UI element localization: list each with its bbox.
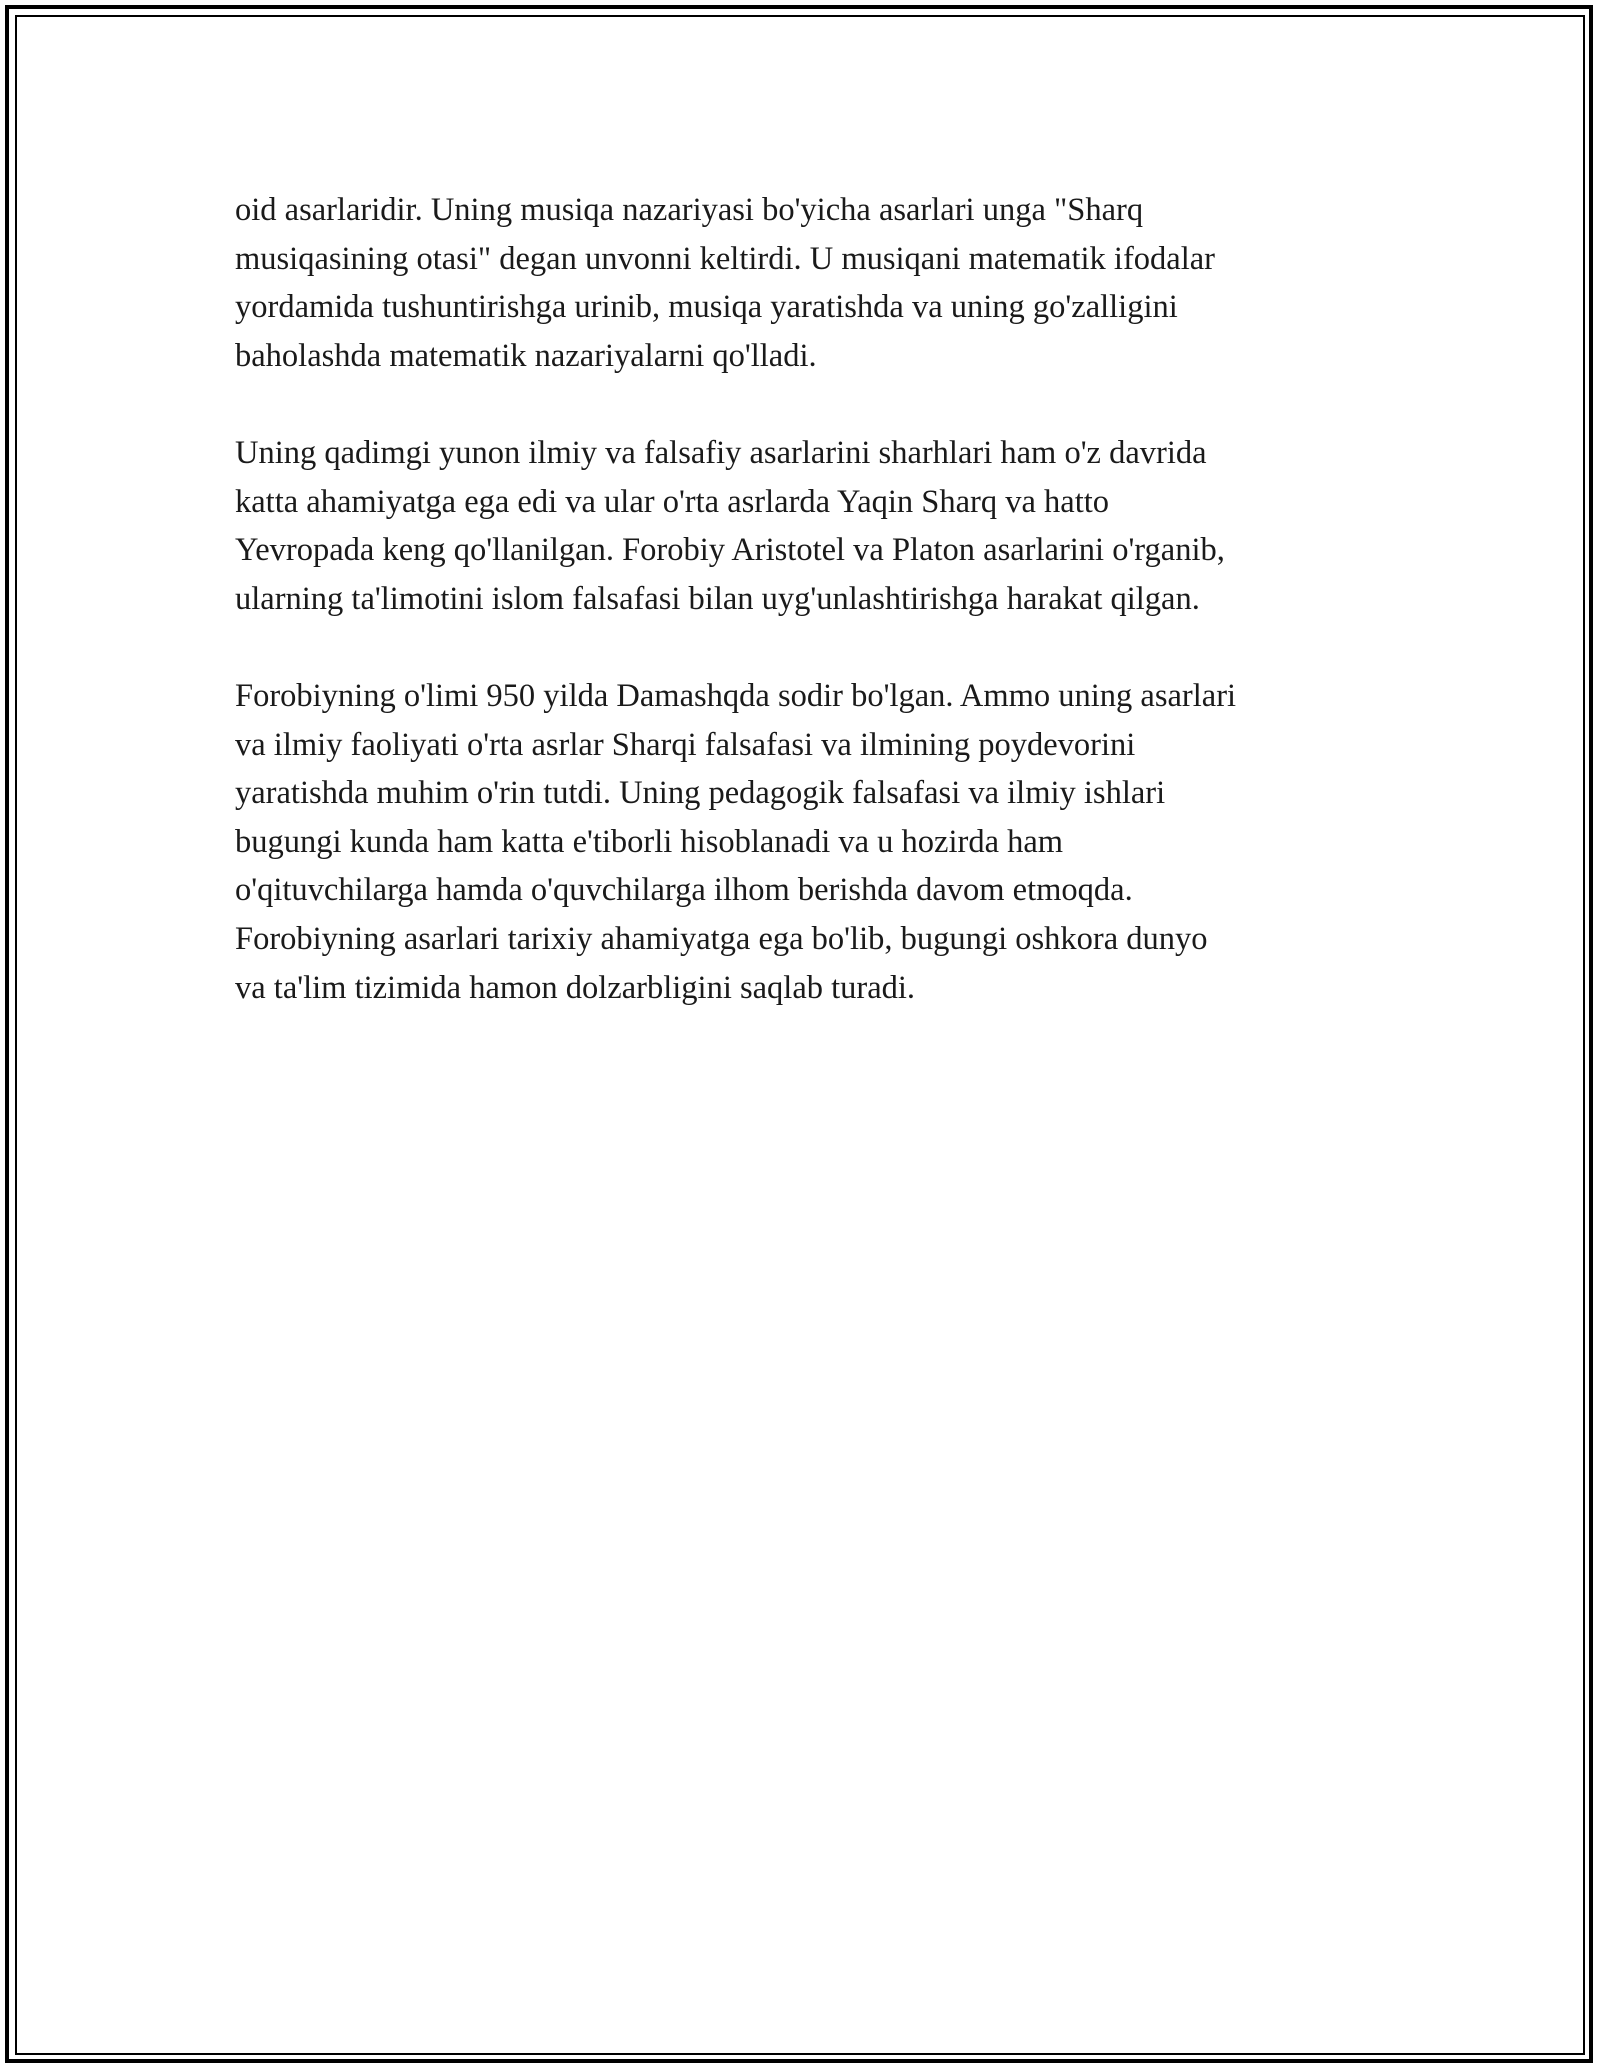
text-line: o'qituvchilarga hamda o'quvchilarga ilhom berishda davom etmoqda. [235, 872, 1133, 909]
text-line: Forobiyning o'limi 950 yilda Damashqda sodir bo'lgan. Ammo uning asarlari [235, 677, 1237, 714]
paragraph-1 [235, 186, 1395, 380]
text-line: Forobiyning asarlari tarixiy ahamiyatga ega bo'lib, bugungi oshkora dunyo [235, 920, 1208, 957]
paragraph-3 [235, 672, 1395, 1012]
text-line: musiqasining otasi" degan unvonni keltirdi. U musiqani matematik ifodalar [235, 240, 1215, 277]
text-line: Uning qadimgi yunon ilmiy va falsafiy asarlarini sharhlari ham o'z davrida [235, 434, 1207, 471]
text-line: yaratishda muhim o'rin tutdi. Uning pedagogik falsafasi va ilmiy ishlari [235, 775, 1166, 812]
text-line: yordamida tushuntirishga urinib, musiqa yaratishda va uning go'zalligini [235, 289, 1178, 326]
text-line: katta ahamiyatga ega edi va ular o'rta asrlarda Yaqin Sharq va hatto [235, 483, 1110, 520]
text-line: ularning ta'limotini islom falsafasi bilan uyg'unlashtirishga harakat qilgan. [235, 580, 1200, 617]
document-body [235, 186, 1395, 1061]
text-line: oid asarlaridir. Uning musiqa nazariyasi bo'yicha asarlari unga "Sharq [235, 192, 1144, 228]
text-line: Yevropada keng qo'llanilgan. Forobiy Aristotel va Platon asarlarini o'rganib, [235, 532, 1225, 569]
text-line: va ilmiy faoliyati o'rta asrlar Sharqi falsafasi va ilmining poydevorini [235, 726, 1136, 763]
text-line: bugungi kunda ham katta e'tiborli hisoblanadi va u hozirda ham [235, 823, 1064, 860]
paragraph-2 [235, 429, 1395, 623]
text-line: baholashda matematik nazariyalarni qo'lladi. [235, 337, 817, 374]
text-line: va ta'lim tizimida hamon dolzarbligini saqlab turadi. [235, 969, 916, 1006]
